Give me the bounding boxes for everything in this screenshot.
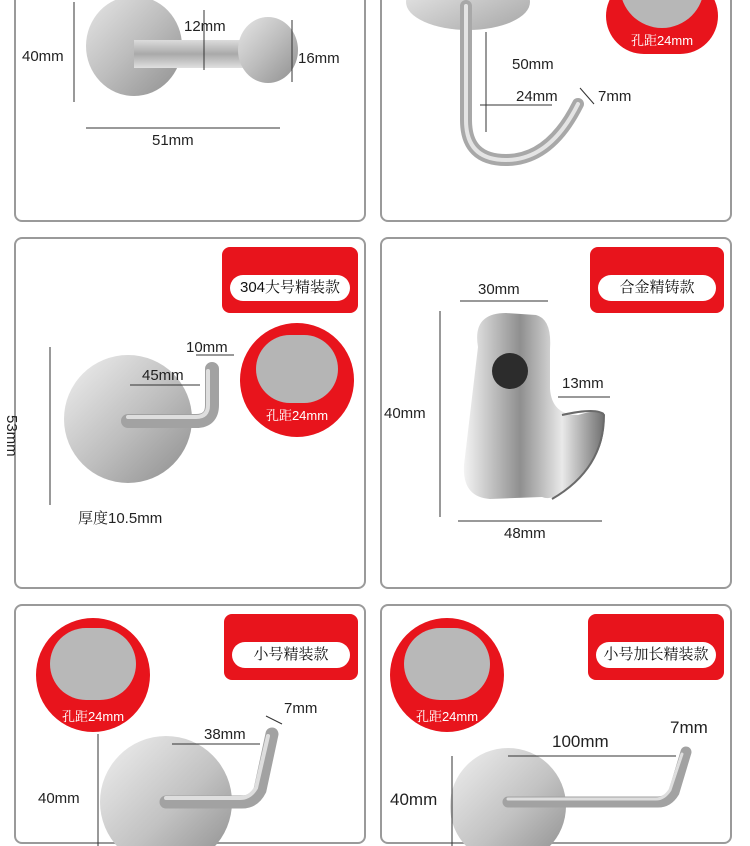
- dim-hook-depth: 38mm: [204, 726, 246, 743]
- panel-small-hook: [14, 604, 366, 844]
- model-badge-label: 小号加长精装款: [596, 642, 716, 668]
- dim-base-height: 40mm: [22, 48, 64, 65]
- dim-base-height: 40mm: [38, 790, 80, 807]
- model-badge-label: 小号精装款: [232, 642, 350, 668]
- mounting-plate-photo: [50, 628, 136, 700]
- dim-rod-tip: 7mm: [284, 700, 318, 717]
- hole-spacing-label: 孔距24mm: [415, 709, 479, 724]
- mounting-plate-photo: [620, 0, 704, 28]
- panel-alloy-cast-hook: [380, 237, 732, 589]
- mounting-plate-photo: [404, 628, 490, 700]
- dim-stem-diameter: 12mm: [184, 18, 226, 35]
- dim-top-rod: 10mm: [186, 339, 228, 356]
- panel-j-hook: [380, 0, 732, 222]
- dim-height: 40mm: [384, 405, 426, 422]
- model-badge: [588, 614, 724, 680]
- panel-304-large-hook: [3, 237, 366, 589]
- dim-top-width: 30mm: [478, 281, 520, 298]
- hole-spacing-label: 孔距24mm: [630, 33, 694, 48]
- dim-knob-diameter: 16mm: [298, 50, 340, 67]
- dim-hook-depth: 45mm: [142, 367, 184, 384]
- hole-spacing-badge: [390, 618, 504, 732]
- dim-rod-length: 100mm: [552, 732, 609, 751]
- dim-base-height: 40mm: [390, 790, 438, 809]
- dim-hook-rod: 7mm: [598, 88, 632, 105]
- model-badge: [590, 247, 724, 313]
- dim-hook-rod: 13mm: [562, 375, 604, 392]
- panel-small-long-hook: [380, 604, 732, 844]
- hole-spacing-badge: [240, 323, 354, 437]
- hole-spacing-badge: [36, 618, 150, 732]
- hole-spacing-label: 孔距24mm: [61, 709, 125, 724]
- model-badge: [222, 247, 358, 313]
- dim-depth: 48mm: [504, 525, 546, 542]
- dim-thickness: 厚度10.5mm: [78, 510, 163, 527]
- hole-spacing-badge: [606, 0, 718, 54]
- mounting-plate-photo: [256, 335, 338, 403]
- dim-base-height: 53mm: [3, 415, 20, 457]
- model-badge-label: 304大号精装款: [230, 275, 350, 301]
- dim-length: 51mm: [152, 132, 194, 149]
- dim-rod-tip: 7mm: [670, 718, 708, 737]
- dim-hook-depth: 24mm: [516, 88, 558, 105]
- dim-hook-height: 50mm: [512, 56, 554, 73]
- panel-knob-hook: [14, 0, 366, 222]
- hole-spacing-label: 孔距24mm: [265, 408, 329, 423]
- model-badge-label: 合金精铸款: [598, 275, 716, 301]
- model-badge: [224, 614, 358, 680]
